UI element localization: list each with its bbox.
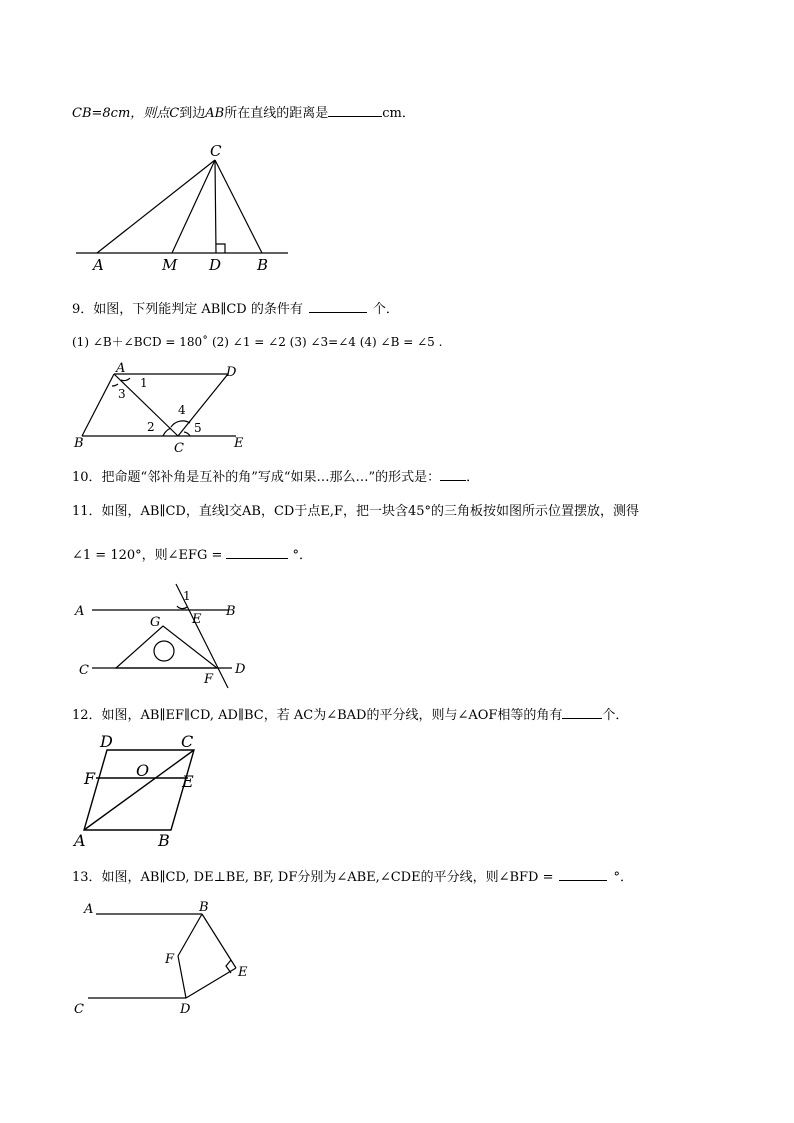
- q8-seg-e: 所在直线的距离是: [224, 106, 329, 121]
- q12-label-o: O: [136, 761, 150, 780]
- q8-label-c: C: [210, 142, 222, 160]
- q8-seg-f: cm．: [382, 106, 415, 121]
- q11-line2-b: °．: [292, 548, 312, 563]
- q8-seg-a: CB=8cm，则点: [72, 106, 170, 121]
- q9-conditions: (1) ∠B＋∠BCD = 180˚ (2) ∠1 = ∠2 (3) ∠3=∠4 (4) ∠B = ∠5 .: [72, 335, 443, 349]
- q8-label-d: D: [209, 256, 222, 274]
- q8-label-m: M: [162, 256, 178, 274]
- q13-label-f: F: [165, 952, 175, 967]
- q13-label-a: A: [84, 902, 94, 917]
- q9-label-e: E: [234, 436, 244, 451]
- q11-label-f: F: [204, 672, 214, 687]
- q12-label-a: A: [74, 831, 86, 850]
- q12-label-c: C: [181, 732, 194, 751]
- q12-label-d: D: [100, 732, 113, 751]
- q9-label-d: D: [226, 365, 237, 380]
- q11-label-b: B: [226, 604, 236, 619]
- q13-label-e: E: [238, 965, 248, 980]
- q10-answer-blank[interactable]: [440, 468, 466, 481]
- q12-label-f: F: [84, 769, 96, 788]
- q9-stem-b: 个．: [372, 302, 399, 317]
- q12-text-b: 个．: [602, 708, 629, 723]
- q13-answer-blank[interactable]: [559, 868, 607, 881]
- q13-label-d: D: [180, 1002, 191, 1017]
- q11-label-c: C: [79, 663, 89, 678]
- q11-label-g: G: [150, 615, 161, 630]
- q9-label-a: A: [116, 361, 126, 376]
- q12-text: [72, 706, 628, 725]
- q9-stem-a: 9．如图，下列能判定 AB∥CD 的条件有: [72, 302, 303, 317]
- q11-angle-1: 1: [183, 589, 191, 603]
- q8-seg-b: C: [169, 106, 180, 121]
- q11-label-d: D: [235, 662, 246, 677]
- q8-seg-c: 到边: [179, 106, 206, 121]
- q11-line2: [72, 546, 312, 565]
- q11-line2-a: ∠1 = 120°，则∠EFG =: [72, 548, 223, 563]
- q10-text-b: ．: [466, 470, 480, 485]
- q13-text: [72, 868, 633, 887]
- q8-seg-d: AB: [205, 106, 225, 121]
- q10-text: [72, 468, 479, 487]
- q8-figure: [76, 160, 288, 253]
- q9-label-c: C: [174, 441, 184, 456]
- q9-angle-4: 4: [178, 403, 186, 417]
- q8-label-b: B: [257, 256, 269, 274]
- q9-angle-1: 1: [140, 376, 148, 390]
- q13-text-b: °．: [613, 870, 633, 885]
- q9-figure: [82, 374, 236, 436]
- q10-text-a: 10．把命题“邻补角是互补的角”写成“如果…那么…”的形式是：: [72, 470, 441, 485]
- q9-stem: [72, 300, 399, 319]
- q9-answer-blank[interactable]: [309, 300, 367, 313]
- q12-text-a: 12．如图，AB∥EF∥CD, AD∥BC，若 AC为∠BAD的平分线，则与∠AOF相等的角有: [72, 708, 563, 723]
- q11-line1: 11．如图，AB∥CD，直线l交AB，CD于点E,F，把一块含45°的三角板按如图所示位置摆放，测得: [72, 504, 640, 519]
- q9-angle-5: 5: [194, 421, 202, 435]
- q11-label-e: E: [192, 612, 202, 627]
- q13-figure: [88, 914, 236, 998]
- q11-answer-blank[interactable]: [226, 546, 288, 559]
- q9-angle-3: 3: [118, 387, 126, 401]
- q9-label-b: B: [74, 436, 84, 451]
- q12-answer-blank[interactable]: [562, 706, 602, 719]
- q13-text-a: 13．如图，AB∥CD, DE⊥BE, BF, DF分别为∠ABE,∠CDE的平分线，则∠BFD =: [72, 870, 554, 885]
- q8-label-a: A: [93, 256, 104, 274]
- q11-label-a: A: [75, 604, 85, 619]
- q12-label-e: E: [182, 772, 194, 791]
- q12-label-b: B: [158, 831, 170, 850]
- q9-angle-2: 2: [147, 420, 155, 434]
- q13-label-b: B: [199, 900, 209, 915]
- q13-label-c: C: [74, 1002, 84, 1017]
